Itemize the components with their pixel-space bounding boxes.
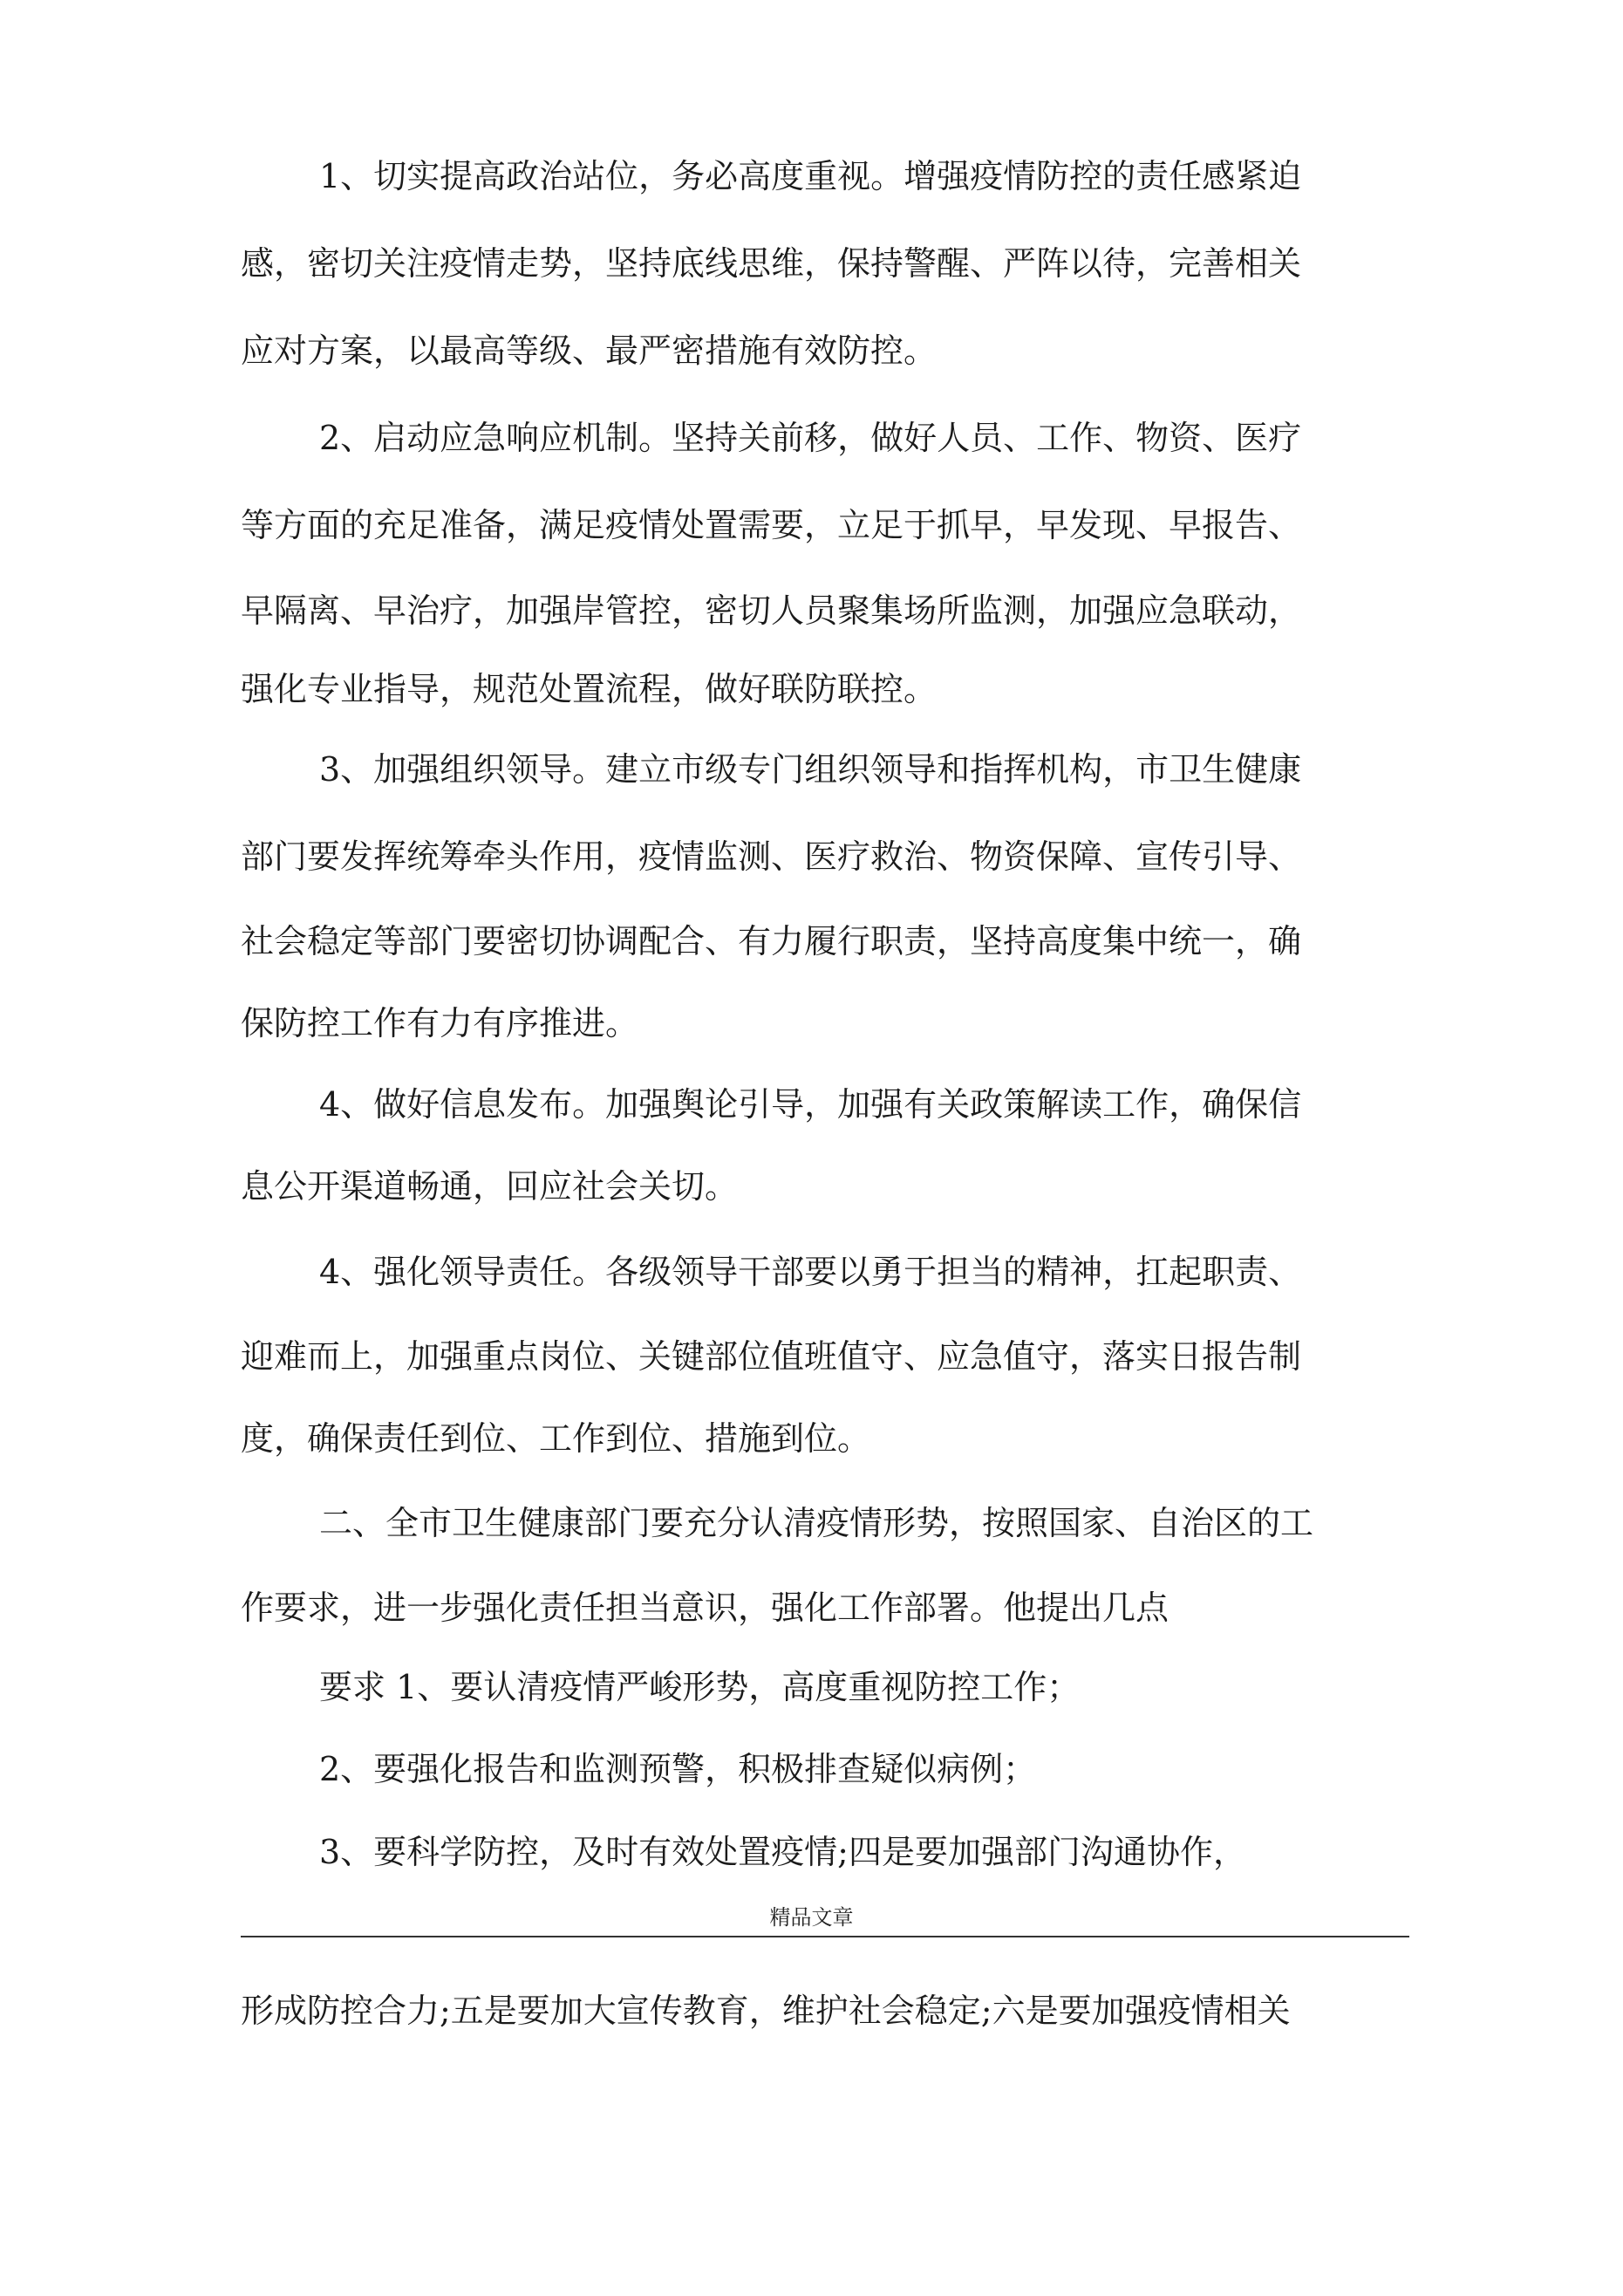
text-line: 迎难而上，加强重点岗位、关键部位值班值守、应急值守，落实日报告制 [241, 1337, 1302, 1376]
text-line: 1、切实提高政治站位，务必高度重视。增强疫情防控的责任感紧迫 [319, 157, 1302, 195]
footer-label: 精品文章 [769, 1905, 854, 1930]
text-line: 息公开渠道畅通，回应社会关切。 [241, 1167, 739, 1206]
text-line: 3、加强组织领导。建立市级专门组织领导和指挥机构，市卫生健康 [319, 750, 1302, 789]
text-line: 4、强化领导责任。各级领导干部要以勇于担当的精神，扛起职责、 [319, 1253, 1302, 1291]
text-line: 部门要发挥统筹牵头作用，疫情监测、医疗救治、物资保障、宣传引导、 [241, 837, 1302, 876]
footer-divider [241, 1936, 1409, 1937]
text-line: 应对方案，以最高等级、最严密措施有效防控。 [241, 331, 938, 370]
continuation-line: 形成防控合力;五是要加大宣传教育，维护社会稳定;六是要加强疫情相关 [241, 1992, 1291, 2030]
text-line: 4、做好信息发布。加强舆论引导，加强有关政策解读工作，确保信 [319, 1085, 1302, 1124]
text-line: 3、要科学防控，及时有效处置疫情;四是要加强部门沟通协作， [319, 1833, 1246, 1871]
text-line: 强化专业指导，规范处置流程，做好联防联控。 [241, 670, 938, 708]
text-line: 保防控工作有力有序推进。 [241, 1004, 639, 1042]
text-line: 二、全市卫生健康部门要充分认清疫情形势，按照国家、自治区的工 [319, 1504, 1314, 1542]
text-line: 早隔离、早治疗，加强岸管控，密切人员聚集场所监测，加强应急联动， [241, 591, 1302, 630]
text-line: 度，确保责任到位、工作到位、措施到位。 [241, 1419, 871, 1458]
text-line: 作要求，进一步强化责任担当意识，强化工作部署。他提出几点 [241, 1589, 1170, 1627]
text-line: 等方面的充足准备，满足疫情处置需要，立足于抓早，早发现、早报告、 [241, 506, 1302, 544]
text-line: 要求 1、要认清疫情严峻形势，高度重视防控工作； [319, 1668, 1081, 1706]
text-line: 2、启动应急响应机制。坚持关前移，做好人员、工作、物资、医疗 [319, 419, 1302, 457]
text-line: 社会稳定等部门要密切协调配合、有力履行职责，坚持高度集中统一，确 [241, 922, 1302, 960]
text-line: 2、要强化报告和监测预警，积极排查疑似病例； [319, 1750, 1037, 1788]
text-line: 感，密切关注疫情走势，坚持底线思维，保持警醒、严阵以待，完善相关 [241, 244, 1302, 283]
